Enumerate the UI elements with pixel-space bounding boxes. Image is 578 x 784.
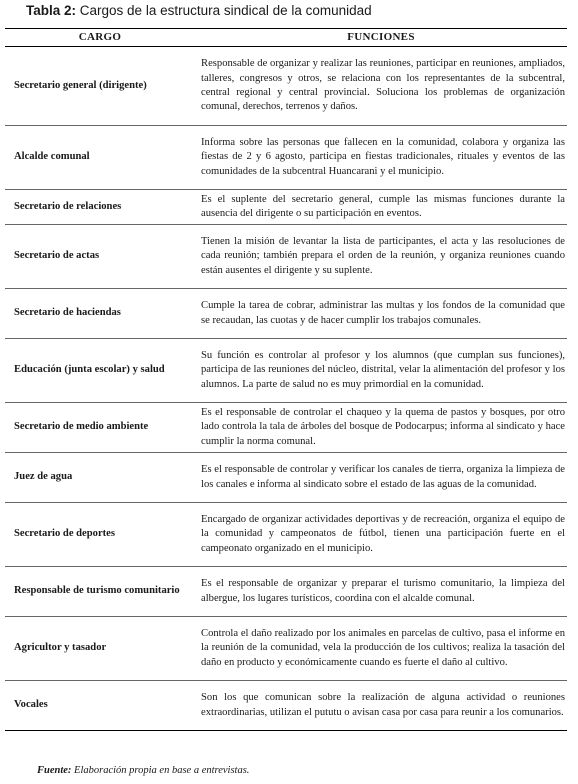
table-title <box>26 3 372 18</box>
cargo-cell: Secretario de deportes <box>14 528 116 540</box>
funciones-cell: Es el responsable de controlar el chaqueo y la quema de pastos y bosques, por otro lado controla la tala de árboles del bosque de Podocarpus; informa al sindicato y hace cumplir la norma comunal. <box>201 406 565 447</box>
cargo-cell: Secretario de relaciones <box>14 200 122 212</box>
table-title-text: Cargos de la estructura sindical de la comunidad <box>79 3 372 18</box>
funciones-cell: Es el responsable de organizar y preparar el turismo comunitario, la limpieza del albergue, los lugares turísticos, coordina con el alcalde comunal. <box>201 578 565 604</box>
funciones-cell: Cumple la tarea de cobrar, administrar las multas y los fondos de la comunidad que se recaudan, las cuotas y de hacer cumplir los trabajos comunales. <box>201 300 565 326</box>
cargos-table <box>5 28 567 731</box>
cargo-cell: Alcalde comunal <box>14 151 90 163</box>
table-row <box>5 190 567 225</box>
funciones-cell: Es el suplente del secretario general, cumple las mismas funciones durante la ausencia del dirigente o su participación en eventos. <box>201 193 565 219</box>
cargo-cell: Secretario de haciendas <box>14 307 121 319</box>
table-row <box>5 403 567 453</box>
cargo-cell: Secretario de medio ambiente <box>14 421 149 433</box>
table-row <box>5 617 567 681</box>
cargo-cell: Vocales <box>14 699 48 711</box>
cargo-cell: Educación (junta escolar) y salud <box>14 364 165 376</box>
cargo-cell: Secretario general (dirigente) <box>14 79 147 91</box>
table-row <box>5 289 567 339</box>
funciones-cell: Su función es controlar al profesor y los alumnos (que cumplan sus funciones), participa de las reuniones del núcleo, distrital, velar la alimentación del profesor y los alumnos. La parte de salud no es muy primordial en la comunidad. <box>201 349 565 390</box>
table-row <box>5 339 567 403</box>
cargo-cell: Responsable de turismo comunitario <box>14 585 180 597</box>
source-note <box>37 765 249 776</box>
source-text: Elaboración propia en base a entrevistas. <box>74 765 250 776</box>
cargo-cell: Agricultor y tasador <box>14 642 107 654</box>
cargo-cell: Secretario de actas <box>14 250 100 262</box>
funciones-cell: Responsable de organizar y realizar las reuniones, participar en reuniones, ampliados, talleres, congresos y otros, se relaciona con los representantes de la subcentral, central regional y central provincial. Soluciona los problemas de organización comunal, derechos, terrenos y daños. <box>201 58 565 113</box>
cargo-cell: Juez de agua <box>14 471 73 483</box>
header-funciones: FUNCIONES <box>195 29 567 47</box>
table-row <box>5 126 567 190</box>
funciones-cell: Controla el daño realizado por los animales en parcelas de cultivo, pasa el informe en la reunión de la comunidad, vela la producción de los cultivos; realiza la tasación del daño en producto y económicamente cuando es fuerte el daño al cultivo. <box>201 627 565 668</box>
funciones-cell: Es el responsable de controlar y verificar los canales de tierra, organiza la limpieza de los canales e informa al sindicato sobre el estado de las aguas de la comunidad. <box>201 464 565 490</box>
funciones-cell: Informa sobre las personas que fallecen en la comunidad, colabora y organiza las fiestas de 2 y 6 agosto, participa en fiestas tradicionales, rituales y eventos de las comunidades de la subcentral Huancarani y el municipio. <box>201 136 565 177</box>
source-label: Fuente: <box>37 765 72 776</box>
funciones-cell: Encargado de organizar actividades deportivas y de recreación, organiza el equipo de la comunidad y campeonatos de fútbol, tienen una participación fuerte en el campeonato organizado en el municipio. <box>201 513 565 554</box>
funciones-cell: Son los que comunican sobre la realización de alguna actividad o reuniones extraordinarias, utilizan el pututu o avisan casa por casa para reunir a los comunarios. <box>201 692 565 718</box>
header-cargo: CARGO <box>5 29 195 47</box>
table-row <box>5 225 567 289</box>
table-header-row <box>5 29 567 47</box>
table-row <box>5 681 567 731</box>
funciones-cell: Tienen la misión de levantar la lista de participantes, el acta y las resoluciones de cada reunión; también prepara el orden de la reunión, y organiza reuniones cuando están ausentes el dirigente y su suplente. <box>201 235 565 276</box>
table-row <box>5 567 567 617</box>
table-row <box>5 47 567 126</box>
table-title-label: Tabla 2: <box>26 3 77 18</box>
table-row <box>5 453 567 503</box>
table-row <box>5 503 567 567</box>
